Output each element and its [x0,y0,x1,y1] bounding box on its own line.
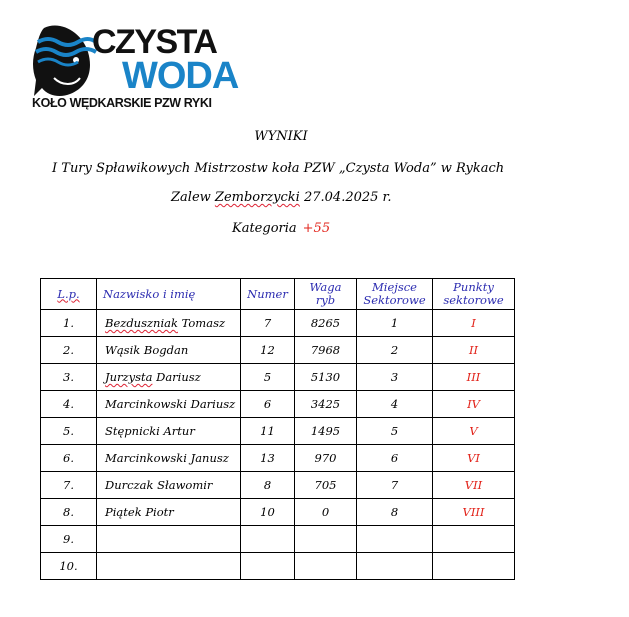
venue-prefix: Zalew [171,190,215,205]
cell-miejsce [357,553,433,580]
cell-miejsce: 2 [357,337,433,364]
cell-punkty: VII [433,472,515,499]
logo-subtitle: KOŁO WĘDKARSKIE PZW RYKI [32,96,212,110]
cell-punkty: IV [433,391,515,418]
cell-numer: 7 [241,310,295,337]
cell-name-text: Wąsik Bogdan [105,343,189,357]
cell-miejsce: 8 [357,499,433,526]
cell-lp: 4. [41,391,97,418]
table-row [41,310,515,337]
fish-icon [30,22,100,100]
cell-name [97,553,241,580]
club-logo [30,14,239,114]
cell-name [97,364,241,391]
col-header-miejsce [357,279,433,310]
cell-name-text: Stępnicki Artur [105,424,195,438]
cell-waga: 1495 [295,418,357,445]
col-header-name: Nazwisko i imię [97,279,241,310]
cell-name [97,337,241,364]
cell-punkty: VI [433,445,515,472]
col-header-punkty-l2: sektorowe [443,293,504,307]
col-header-waga-l2: ryb [315,293,336,307]
cell-lp: 6. [41,445,97,472]
cell-waga: 5130 [295,364,357,391]
results-heading: WYNIKI [254,129,308,144]
cell-numer: 5 [241,364,295,391]
cell-lp: 7. [41,472,97,499]
cell-punkty: I [433,310,515,337]
col-header-punkty-l1: Punkty [453,280,494,294]
cell-waga: 3425 [295,391,357,418]
col-header-miejsce-l2: Sektorowe [363,293,426,307]
col-header-numer: Numer [241,279,295,310]
table-row [41,418,515,445]
cell-numer: 6 [241,391,295,418]
cell-miejsce: 6 [357,445,433,472]
cell-lp: 2. [41,337,97,364]
logo-text-woda: WODA [122,55,239,97]
col-header-lp: L.p. [41,279,97,310]
category-line [232,221,330,236]
category-value: +55 [302,221,331,236]
category-label: Kategoria [232,221,297,236]
cell-numer [241,553,295,580]
col-header-waga-l1: Waga [309,280,342,294]
cell-miejsce: 3 [357,364,433,391]
cell-waga: 705 [295,472,357,499]
cell-name-text: Dariusz [152,370,201,384]
cell-punkty: VIII [433,499,515,526]
cell-miejsce [357,526,433,553]
cell-name-text: Marcinkowski Janusz [105,451,229,465]
cell-numer: 12 [241,337,295,364]
cell-lp: 8. [41,499,97,526]
cell-miejsce: 7 [357,472,433,499]
cell-name [97,418,241,445]
table-row [41,553,515,580]
cell-waga: 0 [295,499,357,526]
cell-waga [295,526,357,553]
cell-waga: 970 [295,445,357,472]
cell-name-text: Tomasz [177,316,226,330]
cell-miejsce: 4 [357,391,433,418]
table-row [41,445,515,472]
cell-lp: 1. [41,310,97,337]
cell-miejsce: 5 [357,418,433,445]
col-header-punkty [433,279,515,310]
cell-numer: 13 [241,445,295,472]
venue-name: Zemborzycki [214,190,300,205]
cell-waga: 7968 [295,337,357,364]
cell-punkty: III [433,364,515,391]
cell-numer: 8 [241,472,295,499]
logo-text-czysta: CZYSTA [92,23,217,61]
results-table [40,278,515,580]
cell-punkty [433,526,515,553]
table-row [41,472,515,499]
cell-name [97,391,241,418]
table-row [41,391,515,418]
cell-lp: 10. [41,553,97,580]
table-row [41,526,515,553]
cell-name-text: Durczak Sławomir [105,478,213,492]
table-row [41,364,515,391]
col-header-miejsce-l1: Miejsce [372,280,417,294]
cell-numer: 10 [241,499,295,526]
cell-numer: 11 [241,418,295,445]
cell-name-text: Marcinkowski Dariusz [105,397,236,411]
cell-punkty [433,553,515,580]
cell-name-text: Piątek Piotr [105,505,174,519]
cell-name [97,472,241,499]
cell-name-surname: Jurzysta [105,370,153,384]
cell-name-surname: Bezduszniak [105,316,178,330]
cell-name [97,310,241,337]
venue-date-line [171,190,391,205]
table-header-row [41,279,515,310]
competition-date: 27.04.2025 r. [299,190,392,205]
cell-punkty: II [433,337,515,364]
cell-numer [241,526,295,553]
cell-miejsce: 1 [357,310,433,337]
cell-lp: 3. [41,364,97,391]
cell-lp: 5. [41,418,97,445]
competition-title: I Tury Spławikowych Mistrzostw koła PZW „Czysta Woda” w Rykach [52,161,505,176]
col-header-waga [295,279,357,310]
cell-punkty: V [433,418,515,445]
cell-name [97,526,241,553]
cell-waga: 8265 [295,310,357,337]
cell-waga [295,553,357,580]
cell-lp: 9. [41,526,97,553]
table-row [41,499,515,526]
table-row [41,337,515,364]
cell-name [97,445,241,472]
cell-name [97,499,241,526]
